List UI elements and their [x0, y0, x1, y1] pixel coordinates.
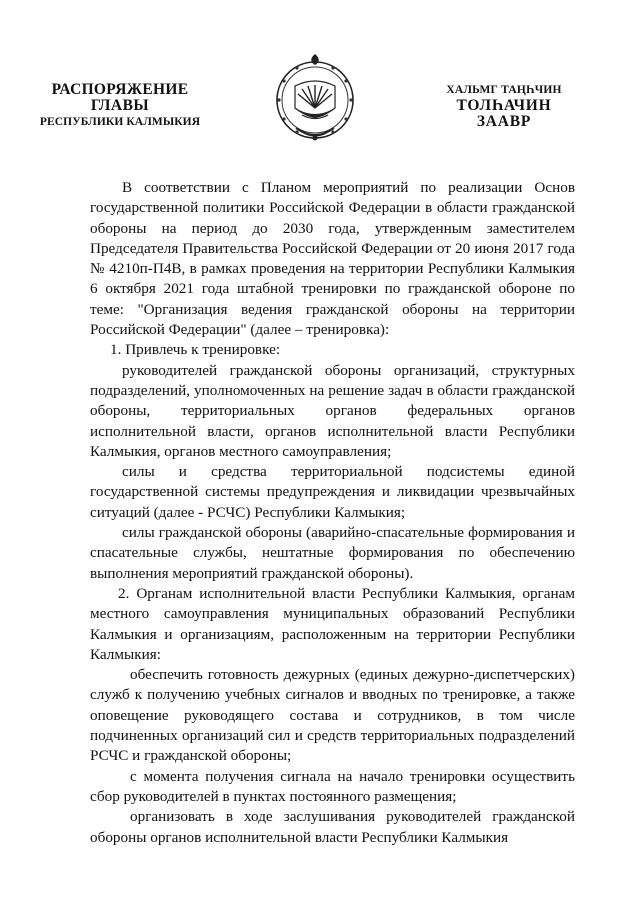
paragraph-participants-leaders: руководителей гражданской обороны организаций, структурных подразделений, уполномоченных на решение задач в области гражданской обороны, территориальных органов федеральных органов исполнительной власти, органов исполнительной власти Республики Калмыкия, органов местного самоуправления;: [90, 361, 575, 460]
header-left-line-3: РЕСПУБЛИКИ КАЛМЫКИЯ: [39, 116, 201, 128]
coat-of-arms-icon: [272, 52, 358, 144]
paragraph-assembly: с момента получения сигнала на начало тренировки осуществить сбор руководителей в пунктах постоянного размещения;: [90, 767, 575, 805]
paragraph-readiness: обеспечить готовность дежурных (единых дежурно-диспетчерских) служб к получению учебных сигналов и вводных по тренировке, а также оповещение руководящего состава и сотрудников, в том числе подчиненных организаций сил и средств территориальных подразделений РСЧС и гражданской обороны;: [90, 666, 575, 765]
paragraph-participants-forces: силы и средства территориальной подсистемы единой государственной системы предупреждения и ликвидации чрезвычайных ситуаций (далее - РСЧС) Республики Калмыкия;: [90, 463, 575, 521]
paragraph-item-2: 2. Органам исполнительной власти Республики Калмыкия, органам местного самоуправления муниципальных образований Республики Калмыкия и организациям, расположенным на территории Республики Калмыкия:: [90, 584, 575, 663]
paragraph-participants-civil-defense: силы гражданской обороны (аварийно-спасательные формирования и спасательные службы, нештатные формирования по обеспечению выполнения мероприятий гражданской обороны).: [90, 524, 575, 582]
paragraph-item-1: 1. Привлечь к тренировке:: [110, 341, 281, 359]
header-right-title: [425, 82, 583, 130]
header-right-line-1: ХАЛЬМГ ТАҢҺЧИН: [446, 84, 562, 96]
header-left-line-1: РАСПОРЯЖЕНИЕ: [51, 81, 189, 98]
header-left-title: [38, 82, 202, 130]
header-left-line-2: ГЛАВЫ: [90, 97, 150, 114]
document-body: [90, 178, 575, 848]
header-right-line-3: ЗААВР: [476, 113, 532, 130]
paragraph-hearing: организовать в ходе заслушивания руководителей гражданской обороны органов исполнительной власти Республики Калмыкия: [90, 808, 575, 846]
paragraph-preamble: В соответствии с Планом мероприятий по реализации Основ государственной политики Российской Федерации в области гражданской обороны на период до 2030 года, утвержденным заместителем Председателя Правительства Российской Федерации от 20 июня 2017 года № 4210п-П4В, в рамках проведения на территории Республики Калмыкия 6 октября 2021 года штабной тренировки по гражданской обороне по теме: "Организация ведения гражданской обороны на территории Российской Федерации" (далее – тренировка):: [90, 179, 575, 339]
header-right-line-2: ТОЛҺАЧИН: [456, 97, 552, 114]
